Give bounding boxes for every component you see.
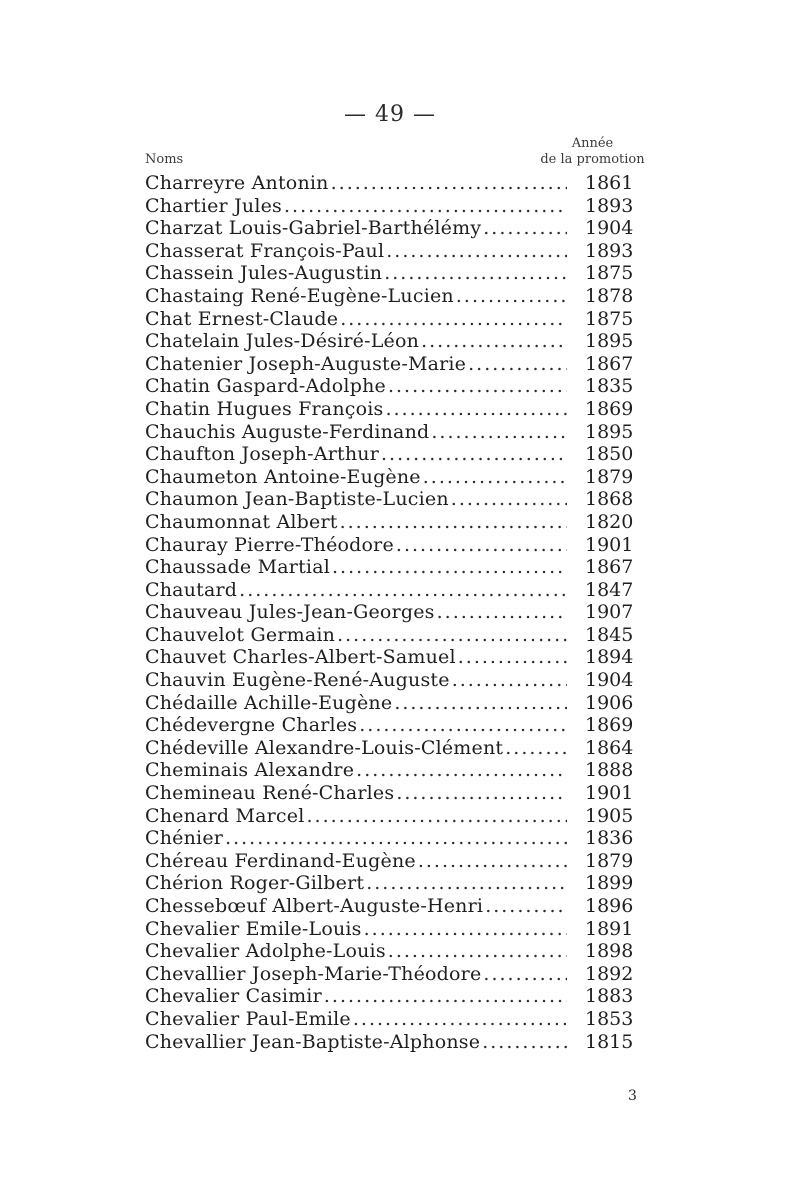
- entry-name: Chérion Roger-Gilbert: [145, 872, 365, 895]
- entry-name: Chaumonnat Albert: [145, 510, 338, 533]
- entry-year: 1861: [585, 172, 634, 194]
- dot-leader: [431, 421, 567, 444]
- dot-leader: [381, 443, 567, 466]
- dot-leader: [353, 1008, 567, 1031]
- entry-name: Chaumon Jean-Baptiste-Lucien: [145, 488, 449, 511]
- entry-year: 1875: [585, 307, 634, 330]
- dot-leader: [451, 488, 567, 511]
- entry-year: 1896: [585, 895, 634, 917]
- dot-leader: [468, 353, 567, 376]
- list-item: [145, 1031, 645, 1054]
- list-item: [145, 985, 645, 1008]
- dot-leader: [225, 827, 567, 850]
- dot-leader: [366, 872, 567, 895]
- dot-leader: [324, 985, 567, 1008]
- entry-year: 1891: [585, 917, 634, 940]
- entry-name: Chaussade Martial: [145, 556, 330, 579]
- dot-leader: [394, 692, 567, 715]
- list-item: [145, 759, 645, 782]
- dot-leader: [485, 895, 567, 918]
- entry-year: 1835: [585, 375, 634, 398]
- list-item: [145, 601, 645, 624]
- list-item: [145, 308, 645, 331]
- dot-leader: [388, 940, 567, 963]
- entry-name: Chevalier Adolphe-Louis: [145, 940, 386, 963]
- entry-year: 1904: [585, 669, 634, 692]
- dot-leader: [396, 782, 567, 805]
- entry-name: Chevallier Jean-Baptiste-Alphonse: [145, 1030, 481, 1053]
- dot-leader: [418, 850, 567, 873]
- list-item: [145, 443, 645, 466]
- entry-year: 1879: [585, 465, 634, 488]
- entry-year: 1893: [585, 194, 634, 217]
- entry-name: Chédeville Alexandre-Louis-Clément: [145, 736, 504, 759]
- entry-year: 1892: [585, 962, 634, 985]
- dot-leader: [483, 963, 567, 986]
- list-item: [145, 895, 645, 918]
- entry-year: 1868: [585, 488, 634, 511]
- dot-leader: [456, 285, 567, 308]
- dot-leader: [388, 375, 567, 398]
- dot-leader: [239, 579, 567, 602]
- list-item: [145, 240, 645, 263]
- list-item: [145, 940, 645, 963]
- list-item: [145, 217, 645, 240]
- dot-leader: [331, 172, 567, 195]
- entry-year: 1845: [585, 623, 634, 646]
- entry-name: Chauveau Jules-Jean-Georges: [145, 601, 435, 624]
- list-item: [145, 195, 645, 218]
- list-item: [145, 172, 645, 195]
- dot-leader: [452, 669, 567, 692]
- list-item: [145, 556, 645, 579]
- list-item: [145, 511, 645, 534]
- entry-year: 1906: [585, 691, 634, 714]
- dot-leader: [307, 805, 568, 828]
- dot-leader: [337, 624, 567, 647]
- entry-year: 1888: [585, 759, 634, 782]
- list-item: [145, 646, 645, 669]
- entry-year: 1869: [585, 714, 634, 737]
- list-item: [145, 872, 645, 895]
- entry-name: Chatin Gaspard-Adolphe: [145, 375, 386, 398]
- list-item: [145, 466, 645, 489]
- signature-mark: 3: [628, 1088, 637, 1104]
- entry-year: 1878: [585, 284, 634, 307]
- entry-year: 1850: [585, 443, 634, 466]
- entry-year: 1907: [585, 601, 634, 624]
- entry-name: Chauchis Auguste-Ferdinand: [145, 420, 430, 443]
- list-item: [145, 421, 645, 444]
- entry-year: 1895: [585, 330, 634, 353]
- dot-leader: [385, 398, 567, 421]
- list-item: [145, 330, 645, 353]
- entry-year: 1815: [585, 1030, 634, 1053]
- list-item: [145, 963, 645, 986]
- entry-year: 1820: [585, 510, 634, 533]
- dot-leader: [340, 511, 567, 534]
- entry-year: 1904: [585, 217, 634, 240]
- list-item: [145, 488, 645, 511]
- dot-leader: [483, 217, 567, 240]
- entry-name: Chénier: [145, 827, 224, 850]
- entry-name: Chevalier Emile-Louis: [145, 917, 362, 940]
- entry-year: 1899: [585, 872, 634, 895]
- entry-year: 1893: [585, 239, 634, 262]
- list-item: [145, 827, 645, 850]
- entry-name: Chenard Marcel: [145, 804, 305, 827]
- entry-name: Chevalier Paul-Emile: [145, 1007, 351, 1030]
- dot-leader: [396, 534, 567, 557]
- list-item: [145, 850, 645, 873]
- list-item: [145, 918, 645, 941]
- entries-list: [145, 172, 645, 1053]
- list-item: [145, 285, 645, 308]
- dot-leader: [458, 646, 567, 669]
- dot-leader: [423, 466, 567, 489]
- entry-year: 1836: [585, 827, 634, 850]
- entry-name: Chédevergne Charles: [145, 714, 358, 737]
- dot-leader: [332, 556, 567, 579]
- names-column-header: Noms: [145, 152, 184, 167]
- dot-leader: [386, 240, 567, 263]
- entry-year: 1898: [585, 940, 634, 963]
- dot-leader: [356, 759, 567, 782]
- entry-name: Chéreau Ferdinand-Eugène: [145, 849, 416, 872]
- dot-leader: [482, 1031, 567, 1054]
- entry-year: 1894: [585, 646, 634, 669]
- entry-name: Charreyre Antonin: [145, 172, 329, 194]
- list-item: [145, 692, 645, 715]
- dot-leader: [421, 330, 567, 353]
- entry-year: 1867: [585, 556, 634, 579]
- entry-year: 1869: [585, 397, 634, 420]
- year-column-header-line1: Année: [571, 136, 614, 151]
- entry-name: Chauray Pierre-Théodore: [145, 533, 394, 556]
- entry-name: Chessebœuf Albert-Auguste-Henri: [145, 895, 484, 917]
- entry-year: 1864: [585, 736, 634, 759]
- entry-name: Chartier Jules: [145, 194, 282, 217]
- list-item: [145, 669, 645, 692]
- entry-name: Chaumeton Antoine-Eugène: [145, 465, 421, 488]
- entry-year: 1867: [585, 352, 634, 375]
- entry-year: 1901: [585, 533, 634, 556]
- entry-year: 1905: [585, 804, 634, 827]
- list-item: [145, 353, 645, 376]
- list-item: [145, 805, 645, 828]
- entry-year: 1895: [585, 420, 634, 443]
- list-item: [145, 579, 645, 602]
- list-item: [145, 624, 645, 647]
- entry-name: Chautard: [145, 578, 238, 601]
- entry-name: Charzat Louis-Gabriel-Barthélémy: [145, 217, 482, 240]
- list-item: [145, 398, 645, 421]
- entry-name: Chemineau René-Charles: [145, 782, 395, 805]
- list-item: [145, 1008, 645, 1031]
- entry-name: Chauvet Charles-Albert-Samuel: [145, 646, 456, 669]
- entry-name: Cheminais Alexandre: [145, 759, 355, 782]
- entry-name: Chatenier Joseph-Auguste-Marie: [145, 352, 467, 375]
- entry-year: 1879: [585, 849, 634, 872]
- entry-name: Chauvelot Germain: [145, 623, 336, 646]
- entry-name: Chédaille Achille-Eugène: [145, 691, 393, 714]
- entry-year: 1901: [585, 782, 634, 805]
- entry-year: 1883: [585, 985, 634, 1008]
- dot-leader: [284, 195, 567, 218]
- entry-name: Chauvin Eugène-René-Auguste: [145, 669, 450, 692]
- entry-name: Chat Ernest-Claude: [145, 307, 339, 330]
- entry-year: 1847: [585, 578, 634, 601]
- list-item: [145, 534, 645, 557]
- page-number: — 49 —: [344, 102, 436, 127]
- entry-name: Chassein Jules-Augustin: [145, 262, 383, 285]
- entry-name: Chatin Hugues François: [145, 397, 384, 420]
- list-item: [145, 737, 645, 760]
- entry-name: Chastaing René-Eugène-Lucien: [145, 284, 454, 307]
- list-item: [145, 782, 645, 805]
- dot-leader: [340, 308, 567, 331]
- dot-leader: [359, 714, 567, 737]
- entry-name: Chasserat François-Paul: [145, 239, 385, 262]
- dot-leader: [505, 737, 567, 760]
- year-column-header-line2: de la promotion: [540, 152, 645, 167]
- entry-year: 1875: [585, 262, 634, 285]
- dot-leader: [384, 262, 567, 285]
- dot-leader: [437, 601, 567, 624]
- entry-name: Chaufton Joseph-Arthur: [145, 443, 379, 466]
- list-item: [145, 262, 645, 285]
- year-column-header: [520, 136, 665, 168]
- entry-name: Chevalier Casimir: [145, 985, 322, 1008]
- entry-name: Chatelain Jules-Désiré-Léon: [145, 330, 420, 353]
- dot-leader: [364, 918, 567, 941]
- entry-year: 1853: [585, 1007, 634, 1030]
- entry-name: Chevallier Joseph-Marie-Théodore: [145, 962, 482, 985]
- list-item: [145, 714, 645, 737]
- list-item: [145, 375, 645, 398]
